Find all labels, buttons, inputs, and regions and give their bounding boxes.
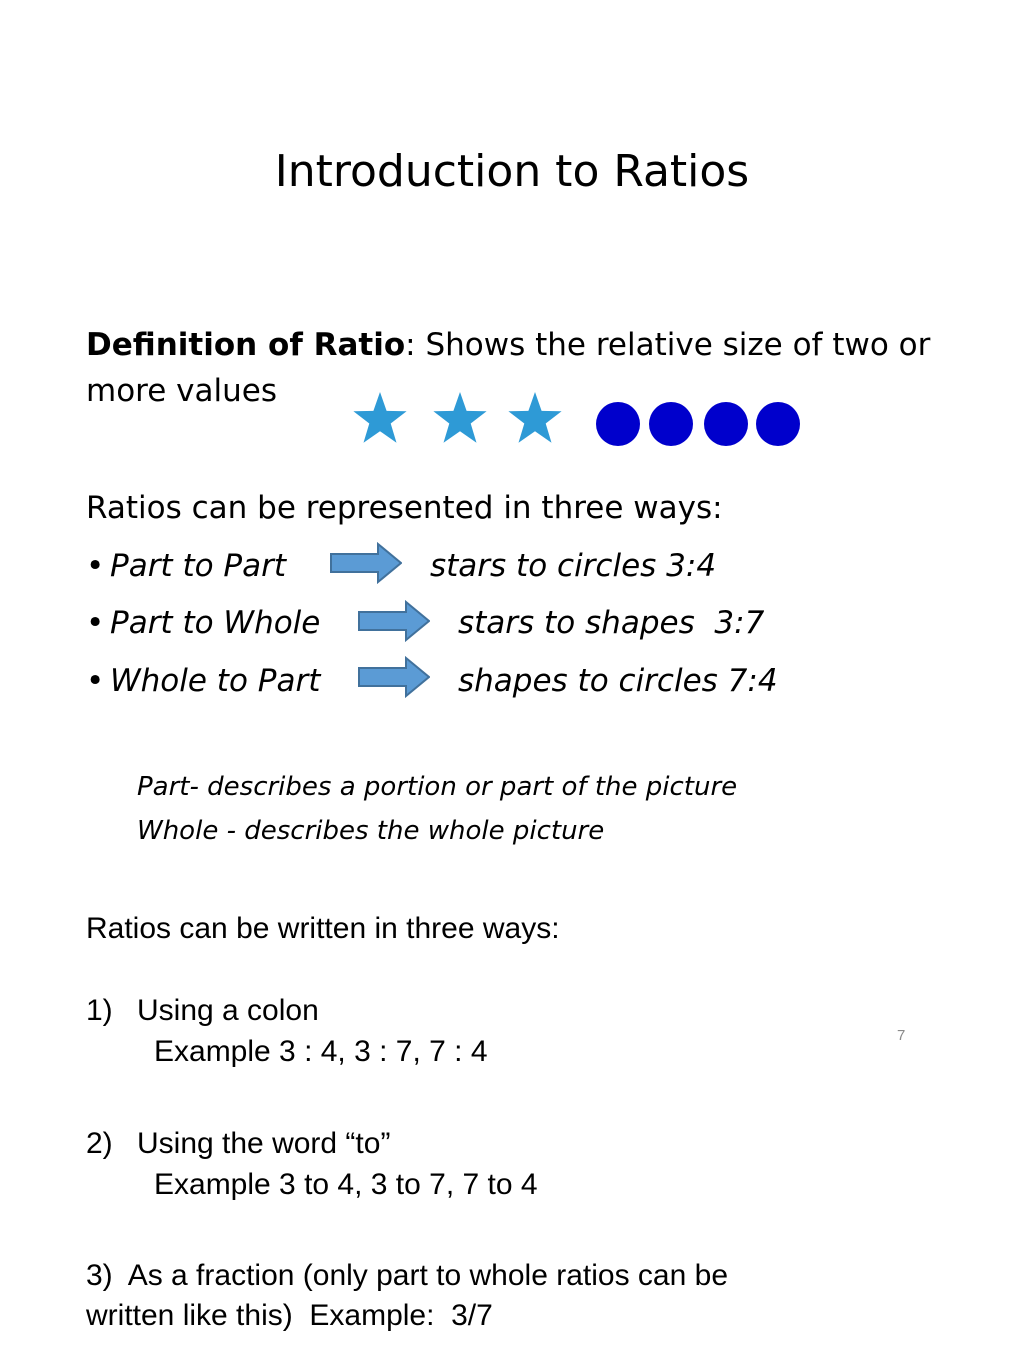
- way-label-whole-to-part: Whole to Part: [110, 663, 321, 699]
- note-whole: Whole - describes the whole picture: [137, 816, 605, 846]
- circle-icon: [756, 402, 800, 446]
- way-result-part-to-part: stars to circles 3:4: [430, 548, 717, 584]
- circle-icon: [596, 402, 640, 446]
- written-item-2-example: Example 3 to 4, 3 to 7, 7 to 4: [154, 1168, 538, 1201]
- definition-term: Definition of Ratio: [86, 327, 406, 363]
- written-item-2-number: 2): [86, 1127, 113, 1160]
- written-item-2-text: Using the word “to”: [137, 1127, 391, 1160]
- right-arrow-icon: [330, 542, 402, 584]
- right-arrow-icon: [358, 600, 430, 642]
- written-item-1-text: Using a colon: [137, 994, 319, 1027]
- written-item-3-line1: 3) As a fraction (only part to whole ratios can be: [86, 1259, 728, 1292]
- star-icon: [353, 392, 406, 443]
- bullet-dot: •: [86, 548, 105, 584]
- note-part: Part- describes a portion or part of the picture: [137, 772, 738, 802]
- circle-icon: [704, 402, 748, 446]
- way-result-part-to-whole: stars to shapes 3:7: [458, 605, 765, 641]
- circle-icon: [649, 402, 693, 446]
- definition-text: Shows the relative size of two or more values: [86, 327, 931, 409]
- written-item-1-example: Example 3 : 4, 3 : 7, 7 : 4: [154, 1035, 488, 1068]
- right-arrow-icon: [358, 656, 430, 698]
- bullet-dot: •: [86, 663, 105, 699]
- represented-intro: Ratios can be represented in three ways:: [86, 490, 723, 526]
- page-number: 7: [897, 1027, 906, 1044]
- definition-colon: :: [405, 327, 416, 363]
- star-icon: [433, 392, 486, 443]
- star-icon: [508, 392, 561, 443]
- bullet-dot: •: [86, 605, 105, 641]
- written-item-3-line2: written like this) Example: 3/7: [86, 1299, 493, 1332]
- written-item-1-number: 1): [86, 994, 113, 1027]
- way-result-whole-to-part: shapes to circles 7:4: [458, 663, 778, 699]
- written-intro: Ratios can be written in three ways:: [86, 912, 560, 945]
- stars-circles-illustration: [350, 388, 810, 450]
- way-label-part-to-whole: Part to Whole: [110, 605, 321, 641]
- way-label-part-to-part: Part to Part: [110, 548, 287, 584]
- slide-title: Introduction to Ratios: [274, 146, 750, 197]
